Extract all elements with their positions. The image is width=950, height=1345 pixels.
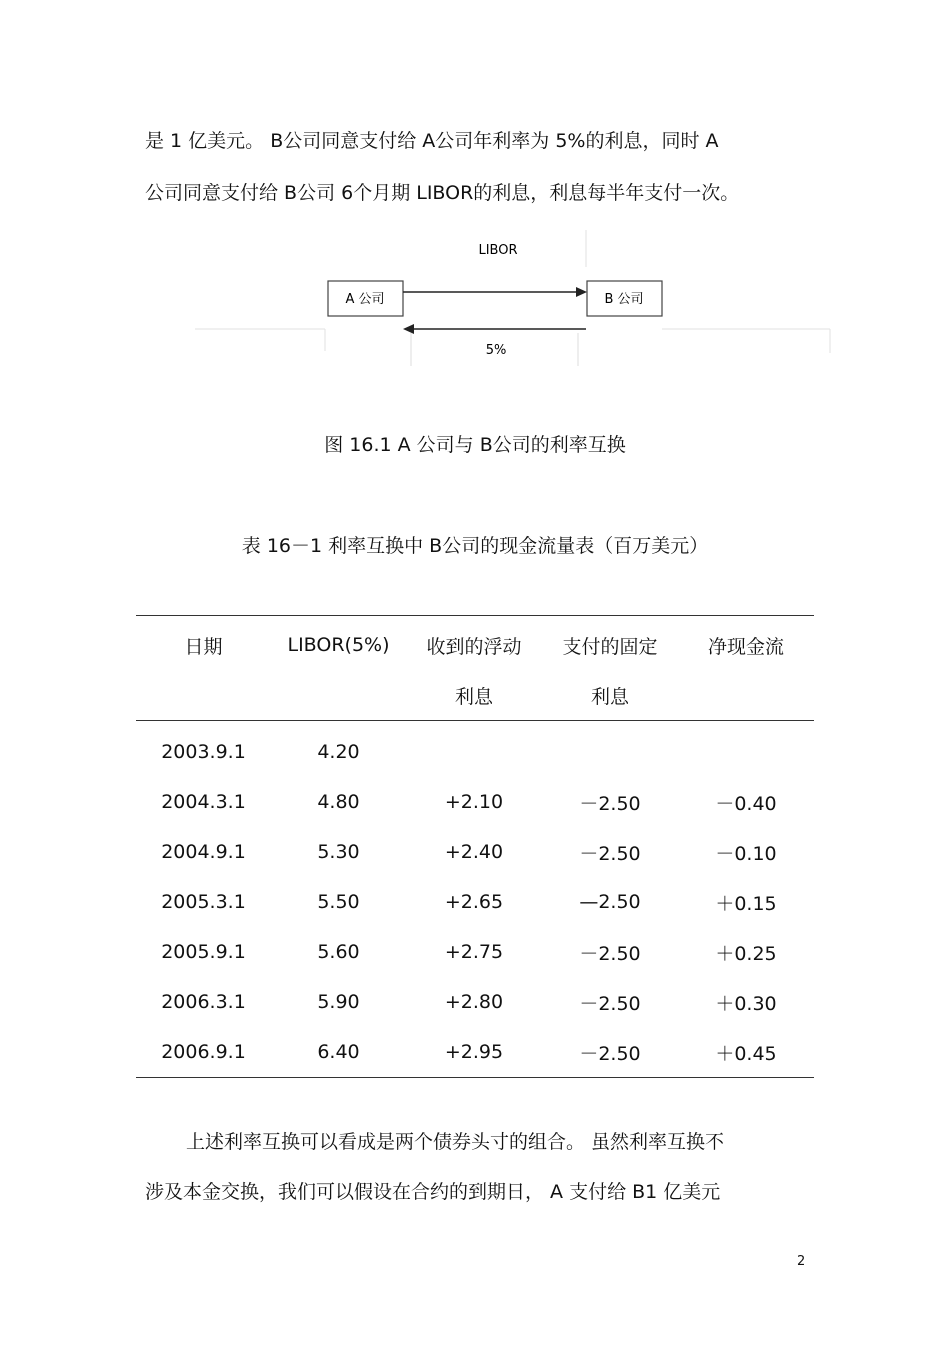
cell-libor: 5.60 (317, 941, 360, 963)
cell-floating: +2.95 (444, 1041, 504, 1063)
fixed-rate-label: 5% (485, 343, 507, 358)
cell-date: 2004.3.1 (161, 791, 246, 813)
paragraph-bottom-line-1: 上述利率互换可以看成是两个债券头寸的组合。 虽然利率互换不 (186, 1131, 725, 1153)
table-row (136, 827, 814, 877)
header-date: 日期 (184, 635, 223, 658)
table-row (136, 877, 814, 927)
swap-diagram (0, 225, 950, 375)
libor-label: LIBOR (478, 243, 518, 258)
cell-libor: 6.40 (317, 1041, 360, 1063)
cell-date: 2005.9.1 (161, 941, 246, 963)
paragraph-bottom-line-2: 涉及本金交换，我们可以假设在合约的到期日， A 支付给 B1 亿美元 (145, 1181, 721, 1203)
cell-date: 2006.3.1 (161, 991, 246, 1013)
cell-net: －0.10 (715, 842, 777, 865)
cell-net: ＋0.45 (715, 1042, 777, 1065)
cell-date: 2005.3.1 (161, 891, 246, 913)
cell-net: －0.40 (715, 792, 777, 815)
cell-fixed: －2.50 (579, 942, 641, 965)
cell-floating: +2.65 (444, 891, 504, 913)
company-a-label: A 公司 (345, 292, 385, 307)
cell-fixed: －2.50 (579, 792, 641, 815)
header-net-cash-flow: 净现金流 (707, 635, 784, 658)
cell-net: ＋0.30 (715, 992, 777, 1015)
cash-flow-table (136, 615, 814, 1078)
cell-net: ＋0.25 (715, 942, 777, 965)
table-row (136, 927, 814, 977)
cell-date: 2006.9.1 (161, 1041, 246, 1063)
cell-libor: 5.30 (317, 841, 360, 863)
company-b-label: B 公司 (604, 292, 644, 307)
cell-libor: 4.20 (317, 741, 360, 763)
header-libor: LIBOR(5%) (287, 634, 390, 656)
cell-libor: 5.50 (317, 891, 360, 913)
header-net-cash-flow-line2 (678, 670, 814, 721)
arrow-right-icon (576, 287, 587, 297)
cell-fixed (542, 721, 678, 778)
header-fixed-paid-line2: 利息 (590, 685, 629, 708)
header-date-line2 (136, 670, 271, 721)
paragraph-top-line-1: 是 1 亿美元。 B公司同意支付给 A公司年利率为 5%的利息，同时 A (145, 130, 719, 152)
cell-libor: 4.80 (317, 791, 360, 813)
table-row (136, 721, 814, 778)
cell-fixed: －2.50 (579, 842, 641, 865)
paragraph-top-line-2: 公司同意支付给 B公司 6个月期 LIBOR的利息，利息每半年支付一次。 (145, 182, 740, 204)
cell-fixed: －2.50 (579, 1042, 641, 1065)
cell-floating: +2.80 (444, 991, 504, 1013)
header-floating-received: 收到的浮动 (426, 635, 522, 658)
table-row (136, 777, 814, 827)
cell-date: 2003.9.1 (161, 741, 246, 763)
cell-net: ＋0.15 (715, 892, 777, 915)
cell-floating: +2.40 (444, 841, 504, 863)
figure-caption: 图 16.1 A 公司与 B公司的利率互换 (324, 434, 626, 456)
cell-libor: 5.90 (317, 991, 360, 1013)
cell-fixed: －2.50 (579, 992, 641, 1015)
header-floating-received-line2: 利息 (454, 685, 493, 708)
table-row (136, 1027, 814, 1078)
cell-floating: +2.75 (444, 941, 504, 963)
cell-floating (406, 721, 542, 778)
cell-net (678, 721, 814, 778)
header-libor-line2 (271, 670, 406, 721)
cell-fixed: —2.50 (579, 891, 641, 913)
table-row (136, 977, 814, 1027)
header-fixed-paid: 支付的固定 (562, 635, 658, 658)
cell-floating: +2.10 (444, 791, 504, 813)
arrow-left-icon (403, 324, 414, 334)
cell-date: 2004.9.1 (161, 841, 246, 863)
page-number: 2 (797, 1254, 806, 1269)
table-caption: 表 16－1 利率互换中 B公司的现金流量表（百万美元） (241, 535, 709, 557)
